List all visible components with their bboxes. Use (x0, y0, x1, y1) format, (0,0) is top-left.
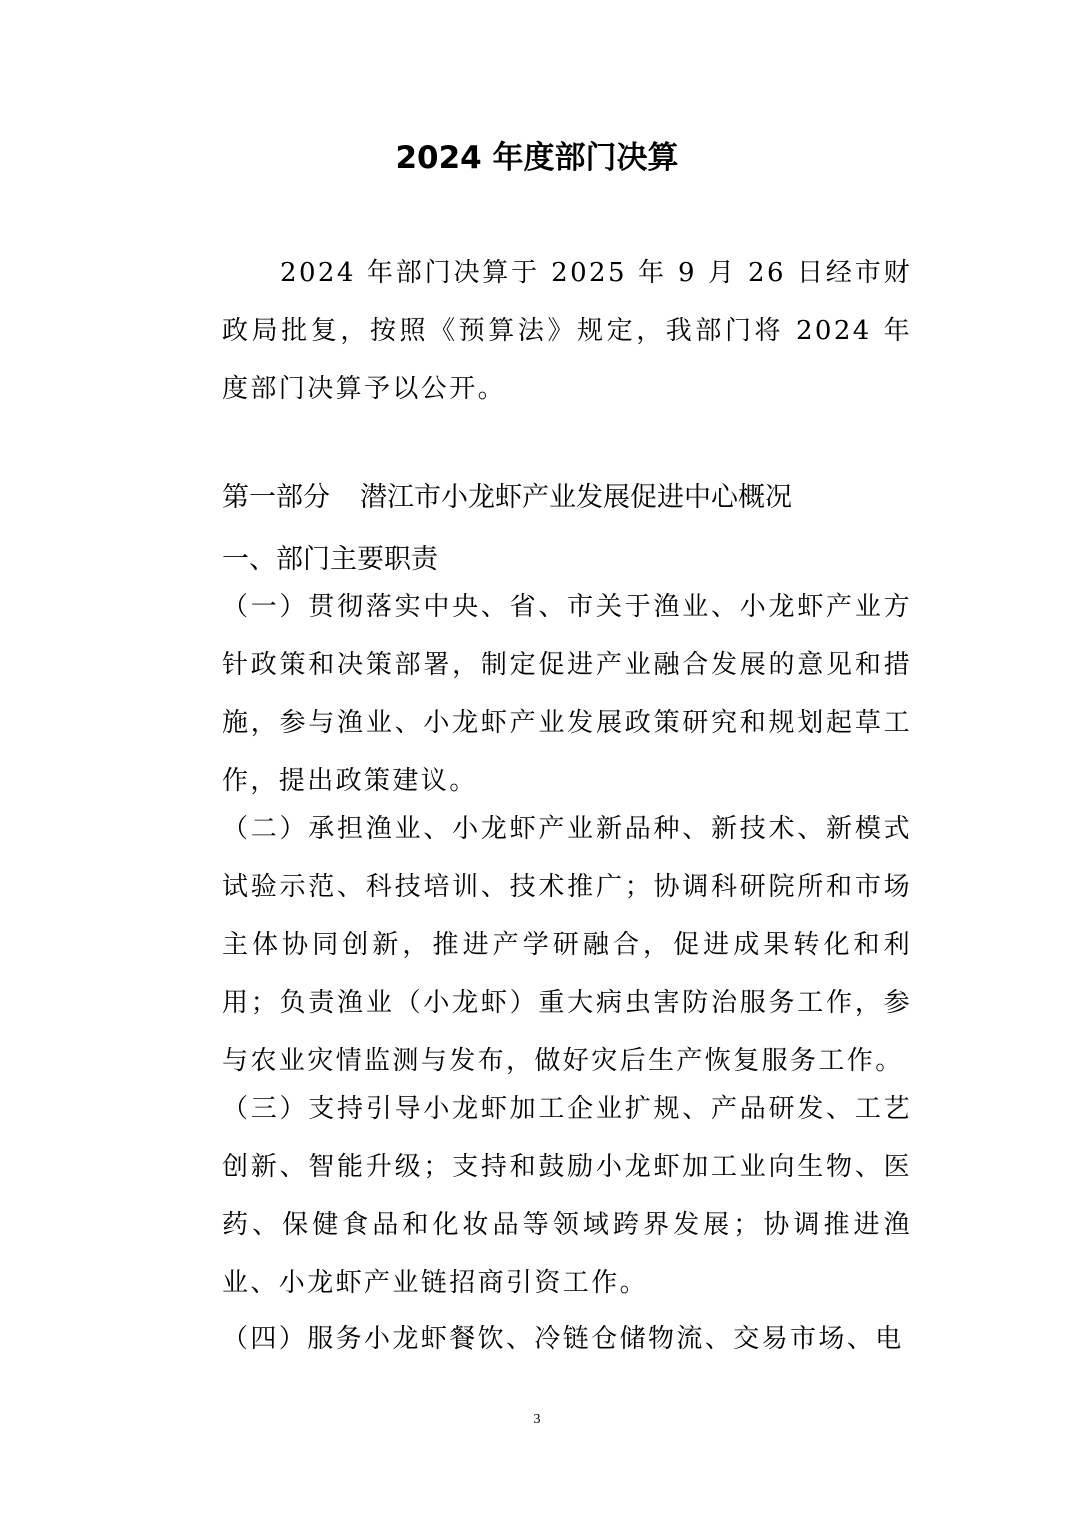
intro-paragraph: 2024 年部门决算于 2025 年 9 月 26 日经市财政局批复，按照《预算法》规定，我部门将 2024 年度部门决算予以公开。 (222, 258, 912, 404)
document-title: 2024 年度部门决算 (395, 140, 679, 176)
part-one-label: 第一部分 (222, 482, 330, 513)
section-one-heading: 一、部门主要职责 (222, 544, 438, 575)
part-one-title: 潜江市小龙虾产业发展促进中心概况 (360, 482, 792, 513)
duty-paragraph-1: （一）贯彻落实中央、省、市关于渔业、小龙虾产业方针政策和决策部署，制定促进产业融合发展的意见和措施，参与渔业、小龙虾产业发展政策研究和规划起草工作，提出政策建议。 (222, 592, 912, 796)
duty-paragraph-4: （四）服务小龙虾餐饮、冷链仓储物流、交易市场、电 (222, 1324, 904, 1354)
part-one-heading (222, 476, 922, 520)
duty-paragraph-2: （二）承担渔业、小龙虾产业新品种、新技术、新模式试验示范、科技培训、技术推广；协调科研院所和市场主体协同创新，推进产学研融合，促进成果转化和利用；负责渔业（小龙虾）重大病虫害防治服务工作，参与农业灾情监测与发布，做好灾后生产恢复服务工作。 (222, 814, 912, 1076)
duty-paragraph-3: （三）支持引导小龙虾加工企业扩规、产品研发、工艺创新、智能升级；支持和鼓励小龙虾加工业向生物、医药、保健食品和化妆品等领域跨界发展；协调推进渔业、小龙虾产业链招商引资工作。 (222, 1094, 912, 1298)
page-number: 3 (533, 1412, 541, 1427)
